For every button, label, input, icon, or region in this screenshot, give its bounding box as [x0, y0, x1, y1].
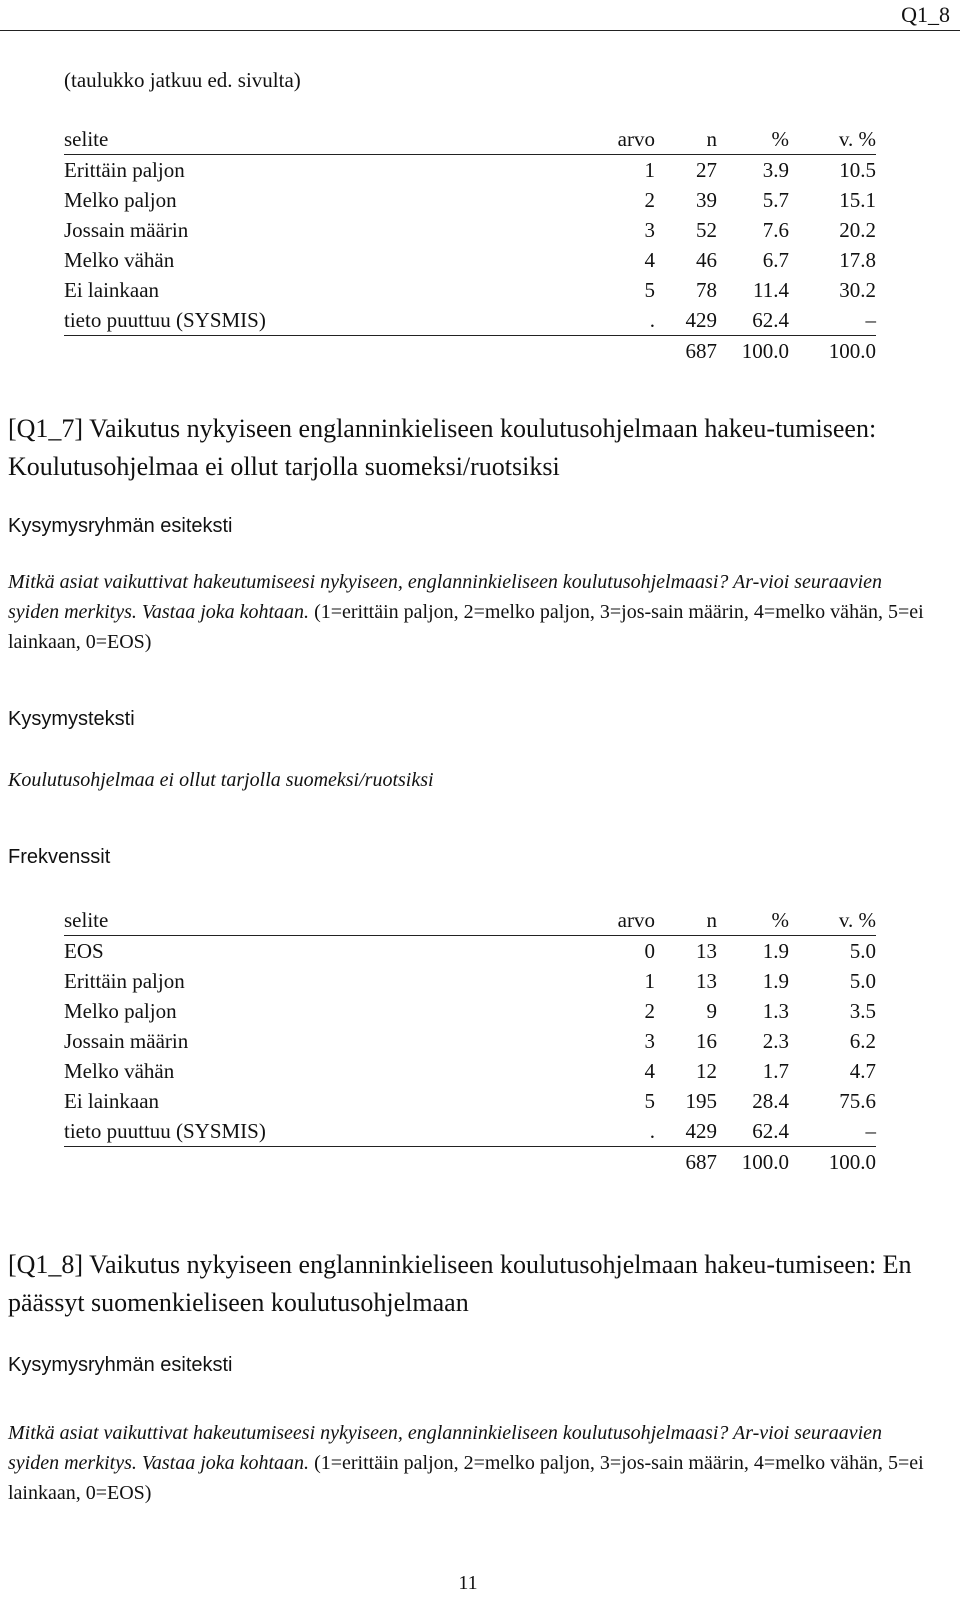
cell-valid-pct: – — [789, 305, 876, 336]
cell-value: 1 — [644, 158, 655, 182]
cell-value: 5 — [644, 1089, 655, 1113]
col-header-n: n — [706, 908, 717, 932]
cell-pct: 7.6 — [762, 218, 789, 242]
cell-pct: 5.7 — [762, 188, 789, 212]
col-header-arvo: arvo — [617, 127, 655, 151]
q1-8-group-heading: Kysymysryhmän esiteksti — [8, 1354, 233, 1376]
cell-pct: 62.4 — [717, 305, 789, 336]
cell-valid-pct: 4.7 — [849, 1059, 876, 1083]
cell-value: 5 — [644, 278, 655, 302]
col-header-valid-pct: v. % — [838, 127, 876, 151]
cell-n: 429 — [655, 305, 717, 336]
q1-7-question-text: Koulutusohjelmaa ei ollut tarjolla suomeksi/ruotsiksi — [8, 769, 434, 791]
cell-label: Ei lainkaan — [64, 1089, 160, 1113]
col-header-pct: % — [771, 908, 789, 932]
cell-pct: 2.3 — [762, 1029, 789, 1053]
cell-valid-pct: 3.5 — [849, 999, 876, 1023]
q1-7-freq-heading: Frekvenssit — [8, 846, 111, 868]
cell-value: . — [534, 305, 655, 336]
q1-7-group-heading: Kysymysryhmän esiteksti — [8, 515, 233, 537]
cell-label: tieto puuttuu (SYSMIS) — [64, 305, 534, 336]
cell-pct: 11.4 — [753, 278, 789, 302]
cell-n: 13 — [696, 969, 717, 993]
cell-value: . — [534, 1116, 655, 1147]
total-valid-pct: 100.0 — [828, 1150, 876, 1174]
q1-8-title: [Q1_8] Vaikutus nykyiseen englanninkieliseen koulutusohjelmaan hakeu-tumiseen: En päässyt suomenkieliseen koulutusohjelmaan — [8, 1250, 912, 1317]
q1-7-group-text-scale: (1=erittäin paljon, 2=melko paljon, 3=jos-sain määrin, 4=melko vähän, 5=ei lainkaan, 0=EOS) — [8, 601, 924, 653]
table-row — [64, 275, 876, 305]
q1-7-title: [Q1_7] Vaikutus nykyiseen englanninkieliseen koulutusohjelmaan hakeu-tumiseen: Koulutusohjelmaa ei ollut tarjolla suomeksi/ruotsiksi — [8, 414, 877, 481]
total-pct: 100.0 — [741, 339, 789, 363]
cell-valid-pct: 20.2 — [839, 218, 876, 242]
col-header-selite: selite — [64, 908, 109, 932]
table-row — [64, 936, 876, 967]
q1-7-group-text-italic: Mitkä asiat vaikuttivat hakeutumiseesi nykyiseen, englanninkieliseen koulutusohjelmaasi? Ar-vioi seuraavien syiden merkitys. Vastaa joka kohtaan. — [8, 571, 883, 623]
cell-value: 4 — [644, 1059, 655, 1083]
page-number: 11 — [458, 1572, 478, 1594]
table-row — [64, 245, 876, 275]
col-header-arvo: arvo — [617, 908, 655, 932]
table-header-row — [64, 124, 876, 155]
total-row — [64, 1147, 876, 1178]
table-row — [64, 1026, 876, 1056]
total-n: 687 — [685, 1150, 717, 1174]
cell-label: Melko vähän — [64, 1059, 175, 1083]
q1-8-group-text-scale: (1=erittäin paljon, 2=melko paljon, 3=jos-sain määrin, 4=melko vähän, 5=ei lainkaan, 0=EOS) — [8, 1452, 924, 1504]
cell-valid-pct: 15.1 — [839, 188, 876, 212]
cell-pct: 1.7 — [762, 1059, 789, 1083]
cell-pct: 3.9 — [762, 158, 789, 182]
cell-n: 16 — [696, 1029, 717, 1053]
q1-7-group-text — [8, 567, 938, 657]
cell-valid-pct: 10.5 — [839, 158, 876, 182]
cell-value: 3 — [644, 1029, 655, 1053]
col-header-n: n — [706, 127, 717, 151]
table-header-row — [64, 905, 876, 936]
total-n: 687 — [685, 339, 717, 363]
cell-valid-pct: 5.0 — [849, 939, 876, 963]
page-label: Q1_8 — [901, 2, 950, 27]
cell-pct: 62.4 — [717, 1116, 789, 1147]
cell-value: 2 — [644, 999, 655, 1023]
cell-label: Melko vähän — [64, 248, 175, 272]
table-row — [64, 215, 876, 245]
continued-note: (taulukko jatkuu ed. sivulta) — [64, 68, 301, 92]
total-row — [64, 336, 876, 367]
cell-value: 0 — [644, 939, 655, 963]
cell-label: EOS — [64, 939, 104, 963]
cell-n: 12 — [696, 1059, 717, 1083]
header-rule — [0, 30, 960, 31]
cell-label: Jossain määrin — [64, 218, 189, 242]
cell-label: Jossain määrin — [64, 1029, 189, 1053]
cell-n: 9 — [706, 999, 717, 1023]
cell-label: tieto puuttuu (SYSMIS) — [64, 1116, 534, 1147]
cell-valid-pct: 5.0 — [849, 969, 876, 993]
cell-label: Ei lainkaan — [64, 278, 160, 302]
cell-pct: 1.9 — [762, 939, 789, 963]
cell-value: 2 — [644, 188, 655, 212]
frequency-table-q1-6 — [64, 124, 876, 366]
q1-7-question-heading: Kysymysteksti — [8, 708, 135, 730]
table-row — [64, 305, 876, 336]
table-row — [64, 996, 876, 1026]
cell-n: 39 — [696, 188, 717, 212]
col-header-selite: selite — [64, 127, 109, 151]
cell-n: 195 — [685, 1089, 717, 1113]
cell-label: Melko paljon — [64, 188, 177, 212]
table-row — [64, 1116, 876, 1147]
table-row — [64, 966, 876, 996]
cell-pct: 6.7 — [762, 248, 789, 272]
q1-8-group-text-italic: Mitkä asiat vaikuttivat hakeutumiseesi nykyiseen, englanninkieliseen koulutusohjelmaasi? Ar-vioi seuraavien syiden merkitys. Vastaa joka kohtaan. — [8, 1422, 883, 1474]
cell-pct: 28.4 — [752, 1089, 789, 1113]
cell-n: 52 — [696, 218, 717, 242]
table-row — [64, 1086, 876, 1116]
cell-label: Erittäin paljon — [64, 969, 185, 993]
cell-valid-pct: 6.2 — [849, 1029, 876, 1053]
cell-valid-pct: 30.2 — [839, 278, 876, 302]
cell-label: Melko paljon — [64, 999, 177, 1023]
cell-valid-pct: – — [789, 1116, 876, 1147]
cell-valid-pct: 75.6 — [839, 1089, 876, 1113]
total-pct: 100.0 — [741, 1150, 789, 1174]
table-row — [64, 185, 876, 215]
table-row — [64, 1056, 876, 1086]
cell-label: Erittäin paljon — [64, 158, 185, 182]
total-valid-pct: 100.0 — [828, 339, 876, 363]
cell-n: 78 — [696, 278, 717, 302]
table-row — [64, 155, 876, 186]
q1-8-group-text — [8, 1418, 938, 1508]
cell-n: 429 — [655, 1116, 717, 1147]
col-header-pct: % — [771, 127, 789, 151]
cell-n: 27 — [696, 158, 717, 182]
cell-n: 46 — [696, 248, 717, 272]
cell-pct: 1.9 — [762, 969, 789, 993]
cell-n: 13 — [696, 939, 717, 963]
col-header-valid-pct: v. % — [838, 908, 876, 932]
cell-pct: 1.3 — [762, 999, 789, 1023]
cell-value: 4 — [644, 248, 655, 272]
frequency-table-q1-7 — [64, 905, 876, 1177]
cell-value: 3 — [644, 218, 655, 242]
cell-value: 1 — [644, 969, 655, 993]
cell-valid-pct: 17.8 — [839, 248, 876, 272]
